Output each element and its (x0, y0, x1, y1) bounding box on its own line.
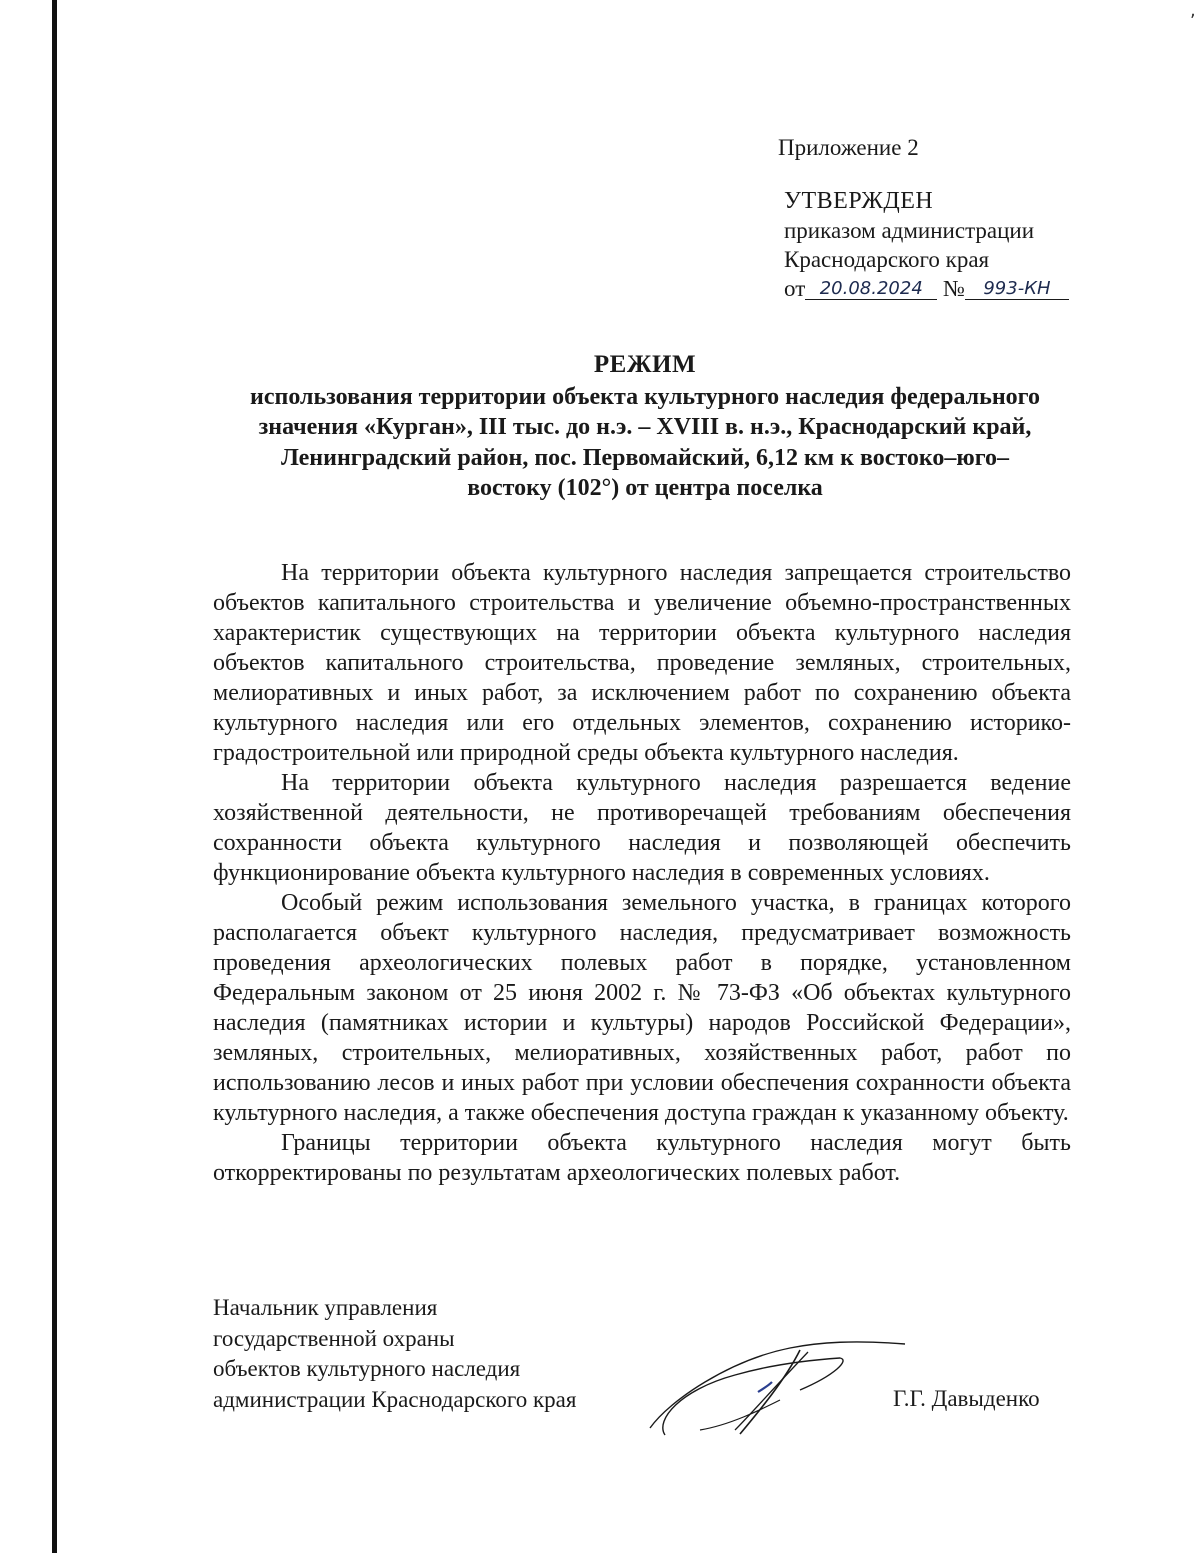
title-line-3: Ленинградский район, пос. Первомайский, 6,12 км к востоко–юго– (280, 444, 1010, 471)
order-line-1: приказом администрации (784, 218, 1035, 243)
title-line-1: использования территории объекта культурного наследия федерального (250, 383, 1040, 410)
signoff-line-2: государственной охраны (213, 1325, 455, 1351)
paragraph-special-regime: Особый режим использования земельного участка, в границах которого располагается объект культурного наследия, предусматривает возможность проведения археологических полевых работ в порядке, установленном Федеральным законом от 25 июня 2002 г. № 73-ФЗ «Об объектах культурного наследия (памятниках истории и культуры) народов Российской Федерации», земляных, строительных, мелиоративных, хозяйственных работ, работ по использованию лесов и иных работ при условии обеспечения сохранности объекта культурного наследия, а также обеспечения доступа граждан к указанному объекту. (213, 890, 1071, 1126)
signoff-line-3: объектов культурного наследия (213, 1356, 521, 1381)
title-line-4: востоку (102°) от центра поселка (467, 475, 823, 501)
paragraph-permitted-activity: На территории объекта культурного наследия разрешается ведение хозяйственной деятельности, не противоречащей требованиям обеспечения сохранности объекта культурного наследия и позволяющей обеспечить функционирование объекта культурного наследия в современных условиях. (213, 770, 1071, 886)
handwritten-signature (640, 1330, 910, 1440)
paragraph-boundaries: Границы территории объекта культурного наследия могут быть откорректированы по результатам археологических полевых работ. (213, 1130, 1071, 1186)
approval-block (778, 133, 1178, 303)
signoff-line-4: администрации Краснодарского края (213, 1386, 577, 1412)
scan-border (52, 0, 57, 1553)
title-heading: РЕЖИМ (593, 351, 697, 378)
document-body (213, 558, 1071, 1188)
order-date-number-line (784, 274, 1178, 303)
approved-stamp-text: УТВЕРЖДЕН (784, 188, 934, 214)
order-number-handwritten: 993-КН (965, 279, 1069, 300)
title-line-2: значения «Курган», III тыс. до н.э. – XVIII в. н.э., Краснодарский край, (258, 414, 1032, 440)
appendix-label: Приложение 2 (778, 135, 919, 160)
document-title (205, 350, 1085, 504)
signoff-line-1: Начальник управления (213, 1295, 438, 1320)
scan-corner-mark: , (1190, 0, 1196, 21)
date-prefix: от (784, 276, 806, 301)
paragraph-prohibitions: На территории объекта культурного наследия запрещается строительство объектов капитального строительства и увеличение объемно-пространственных характеристик существующих на территории объекта культурного наследия объектов капитального строительства, проведение земляных, строительных, мелиоративных и иных работ, за исключением работ по сохранению объекта культурного наследия или его отдельных элементов, сохранению историко-градостроительной или природной среды объекта культурного наследия. (213, 560, 1071, 766)
number-prefix: № (943, 276, 965, 301)
signer-name: Г.Г. Давыденко (893, 1386, 1040, 1411)
order-date-handwritten: 20.08.2024 (805, 279, 937, 300)
order-line-2: Краснодарского края (784, 247, 990, 272)
